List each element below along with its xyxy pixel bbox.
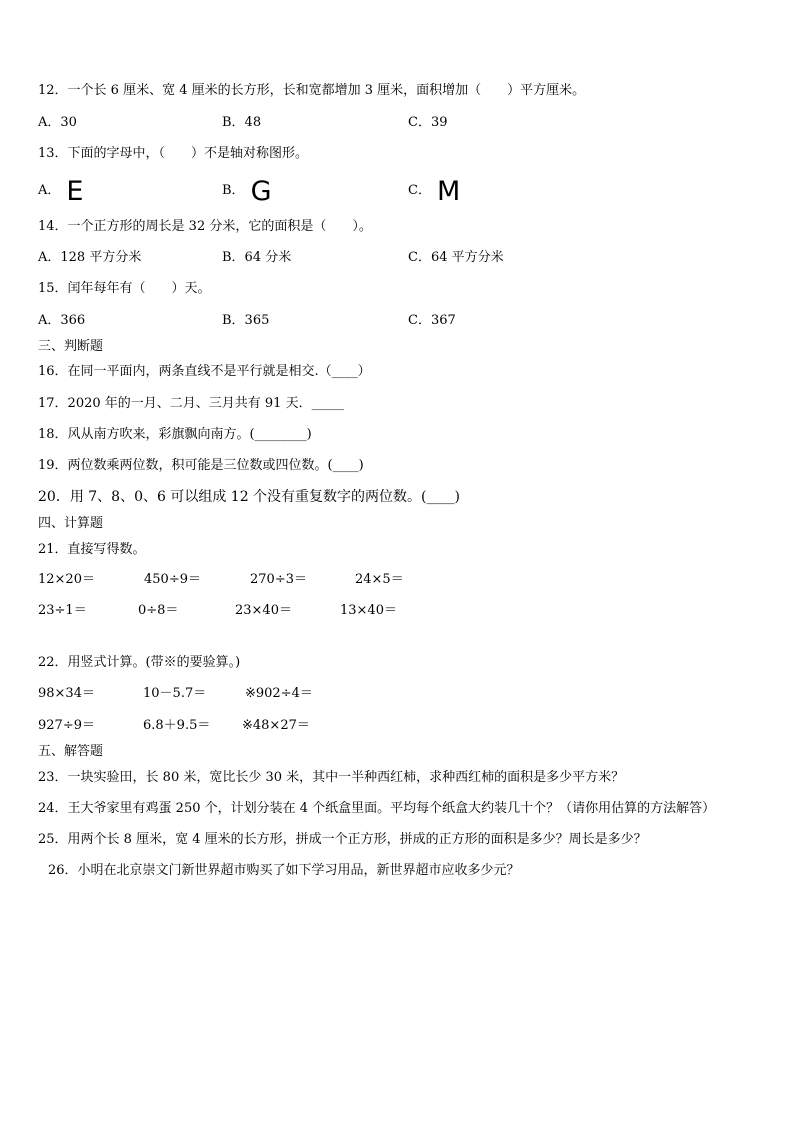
q12-option-a: A．30 (38, 115, 77, 130)
q14-option-b: B．64 分米 (222, 250, 292, 265)
question-18: 18．风从南方吹来，彩旗飘向南方。(________) (38, 427, 312, 442)
q14-option-c: C．64 平方分米 (408, 250, 504, 265)
question-22-stem: 22．用竖式计算。(带※的要验算。) (38, 655, 241, 670)
q21-item: 0÷8＝ (138, 603, 179, 618)
question-24: 24．王大爷家里有鸡蛋 250 个，计划分装在 4 个纸盒里面。平均每个纸盒大约装几十个？（请你用估算的方法解答） (38, 801, 716, 816)
q15-option-a: A．366 (38, 313, 86, 328)
question-15-stem: 15．闰年每年有（ ）天。 (38, 281, 211, 296)
q13-option-c (408, 176, 461, 207)
q21-item: 12×20＝ (38, 572, 95, 587)
question-14-stem: 14．一个正方形的周长是 32 分米，它的面积是（ ）。 (38, 219, 372, 234)
question-13-stem: 13．下面的字母中，（ ）不是轴对称图形。 (38, 146, 309, 161)
q22-item: 98×34＝ (38, 686, 95, 701)
q15-option-b: B．365 (222, 313, 270, 328)
question-23: 23．一块实验田，长 80 米，宽比长少 30 米，其中一半种西红柿，求种西红柿的面积是多少平方米？ (38, 770, 625, 785)
q22-item: 927÷9＝ (38, 718, 95, 733)
question-16: 16．在同一平面内，两条直线不是平行就是相交.（____） (38, 364, 371, 379)
q21-item: 13×40＝ (340, 603, 397, 618)
question-25: 25．用两个长 8 厘米，宽 4 厘米的长方形，拼成一个正方形，拼成的正方形的面积是多少？周长是多少？ (38, 832, 647, 847)
q21-item: 23×40＝ (235, 603, 292, 618)
q21-item: 23÷1＝ (38, 603, 87, 618)
question-21-stem: 21．直接写得数。 (38, 542, 146, 557)
letter-m: M (436, 176, 461, 207)
q12-option-c: C．39 (408, 115, 448, 130)
q22-item: 10－5.7＝ (143, 686, 207, 701)
q21-item: 270÷3＝ (250, 572, 307, 587)
q21-item: 450÷9＝ (144, 572, 201, 587)
q13-option-a-label: A． (38, 183, 61, 198)
q13-option-c-label: C． (408, 183, 431, 198)
question-17: 17．2020 年的一月、二月、三月共有 91 天．_____ (38, 396, 345, 411)
q14-option-a: A．128 平方分米 (38, 250, 142, 265)
q21-item: 24×5＝ (355, 572, 404, 587)
question-26: 26．小明在北京崇文门新世界超市购买了如下学习用品，新世界超市应收多少元？ (48, 863, 520, 878)
q12-option-b: B．48 (222, 115, 262, 130)
section-heading-calculation: 四、计算题 (38, 516, 104, 531)
question-12-stem: 12．一个长 6 厘米、宽 4 厘米的长方形，长和宽都增加 3 厘米，面积增加（ ）平方厘米。 (38, 83, 586, 98)
q22-item: ※902÷4＝ (245, 686, 313, 701)
q13-option-b-label: B． (222, 183, 245, 198)
q22-item: 6.8＋9.5＝ (143, 718, 211, 733)
letter-g: G (250, 176, 272, 207)
section-heading-judgment: 三、判断题 (38, 339, 104, 354)
section-heading-word-problems: 五、解答题 (38, 744, 104, 759)
q13-option-b (222, 176, 272, 207)
question-20: 20．用 7、8、0、6 可以组成 12 个没有重复数字的两位数。(____) (38, 489, 460, 505)
q22-item: ※48×27＝ (242, 718, 310, 733)
question-19: 19．两位数乘两位数，积可能是三位数或四位数。(____) (38, 458, 364, 473)
letter-e: E (66, 176, 84, 207)
q13-option-a (38, 176, 84, 207)
q15-option-c: C．367 (408, 313, 456, 328)
